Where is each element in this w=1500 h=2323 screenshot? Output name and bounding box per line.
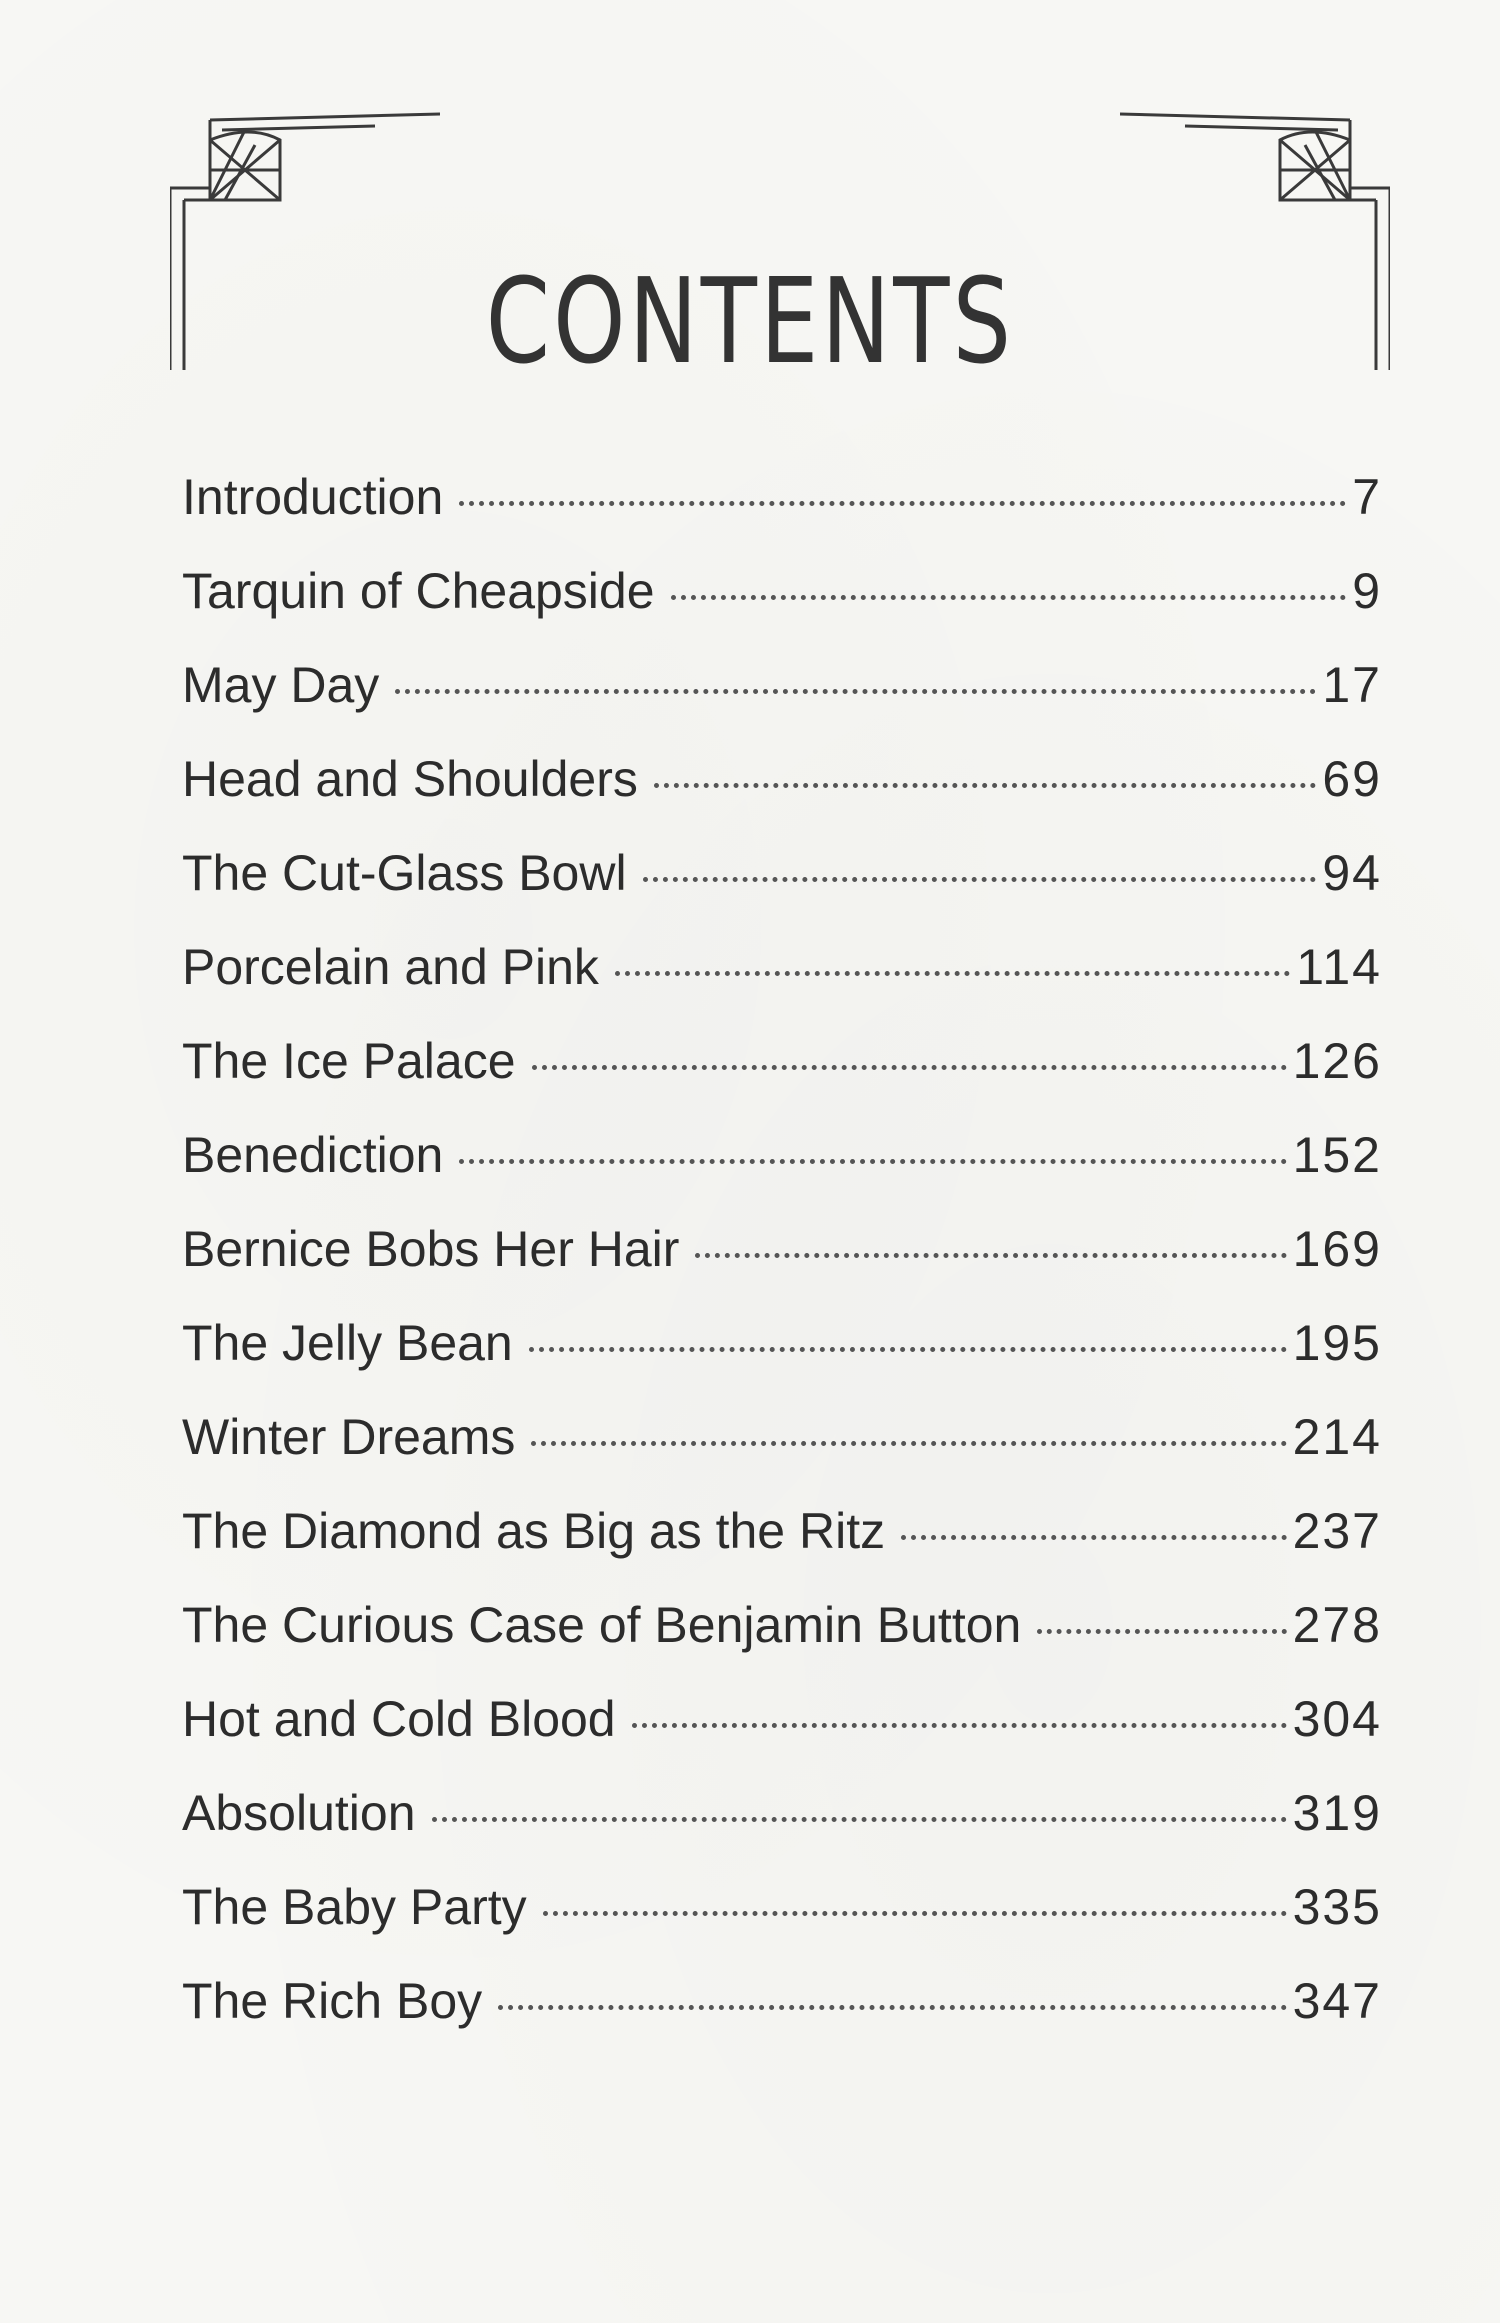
dot-leader	[531, 1441, 1286, 1446]
toc-entry	[182, 1408, 1382, 1502]
dot-leader	[395, 689, 1316, 694]
toc-entry	[182, 1220, 1382, 1314]
toc-entry	[182, 938, 1382, 1032]
toc-entry	[182, 1032, 1382, 1126]
toc-entry-page-number: 304	[1292, 1691, 1382, 1747]
toc-entry-page-number: 195	[1292, 1315, 1382, 1371]
toc-entry-title: The Baby Party	[182, 1879, 527, 1935]
toc-entry-title: The Ice Palace	[182, 1033, 516, 1089]
toc-entry-title: The Cut-Glass Bowl	[182, 845, 627, 901]
toc-entry-page-number: 17	[1322, 657, 1382, 713]
dot-leader	[632, 1723, 1287, 1728]
toc-entry-page-number: 335	[1292, 1879, 1382, 1935]
toc-entry-title: Head and Shoulders	[182, 751, 638, 807]
toc-entry	[182, 844, 1382, 938]
toc-entry-page-number: 152	[1292, 1127, 1382, 1183]
toc-entry	[182, 1690, 1382, 1784]
toc-entry	[182, 1596, 1382, 1690]
dot-leader	[654, 783, 1316, 788]
toc-entry-page-number: 94	[1322, 845, 1382, 901]
contents-heading: CONTENTS	[485, 252, 1015, 390]
dot-leader	[498, 2005, 1286, 2010]
toc-entry	[182, 1502, 1382, 1596]
dot-leader	[615, 971, 1290, 976]
dot-leader	[901, 1535, 1286, 1540]
dot-leader	[695, 1253, 1286, 1258]
toc-entry-page-number: 9	[1352, 563, 1382, 619]
toc-entry	[182, 562, 1382, 656]
toc-entry-page-number: 319	[1292, 1785, 1382, 1841]
dot-leader	[432, 1817, 1287, 1822]
dot-leader	[459, 1159, 1286, 1164]
dot-leader	[543, 1911, 1287, 1916]
toc-entry-page-number: 237	[1292, 1503, 1382, 1559]
toc-entry-title: The Jelly Bean	[182, 1315, 513, 1371]
toc-entry-title: May Day	[182, 657, 380, 713]
toc-entry-page-number: 169	[1292, 1221, 1382, 1277]
toc-entry	[182, 1878, 1382, 1972]
dot-leader	[643, 877, 1317, 882]
toc-entry-page-number: 126	[1292, 1033, 1382, 1089]
toc-entry-page-number: 278	[1292, 1597, 1382, 1653]
toc-entry-title: Benediction	[182, 1127, 444, 1183]
toc-entry-title: Introduction	[182, 469, 444, 525]
dot-leader	[529, 1347, 1287, 1352]
toc-entry-title: The Rich Boy	[182, 1973, 483, 2029]
toc-entry	[182, 1126, 1382, 1220]
dot-leader	[532, 1065, 1287, 1070]
toc-entry-title: Tarquin of Cheapside	[182, 563, 655, 619]
table-of-contents	[182, 468, 1382, 2066]
toc-entry-page-number: 347	[1292, 1973, 1382, 2029]
toc-entry-page-number: 7	[1352, 469, 1382, 525]
toc-entry-title: The Diamond as Big as the Ritz	[182, 1503, 886, 1559]
toc-entry	[182, 656, 1382, 750]
toc-entry	[182, 1314, 1382, 1408]
toc-entry-page-number: 114	[1296, 939, 1382, 995]
toc-entry-title: Bernice Bobs Her Hair	[182, 1221, 680, 1277]
toc-entry-title: Winter Dreams	[182, 1409, 516, 1465]
toc-entry-title: Hot and Cold Blood	[182, 1691, 616, 1747]
dot-leader	[1037, 1629, 1286, 1634]
toc-entry	[182, 468, 1382, 562]
dot-leader	[671, 595, 1347, 600]
toc-entry	[182, 750, 1382, 844]
toc-entry	[182, 1972, 1382, 2066]
toc-entry-title: Porcelain and Pink	[182, 939, 599, 995]
dot-leader	[459, 501, 1346, 506]
toc-entry-title: The Curious Case of Benjamin Button	[182, 1597, 1022, 1653]
toc-entry-page-number: 214	[1292, 1409, 1382, 1465]
toc-entry	[182, 1784, 1382, 1878]
toc-entry-page-number: 69	[1322, 751, 1382, 807]
toc-entry-title: Absolution	[182, 1785, 416, 1841]
